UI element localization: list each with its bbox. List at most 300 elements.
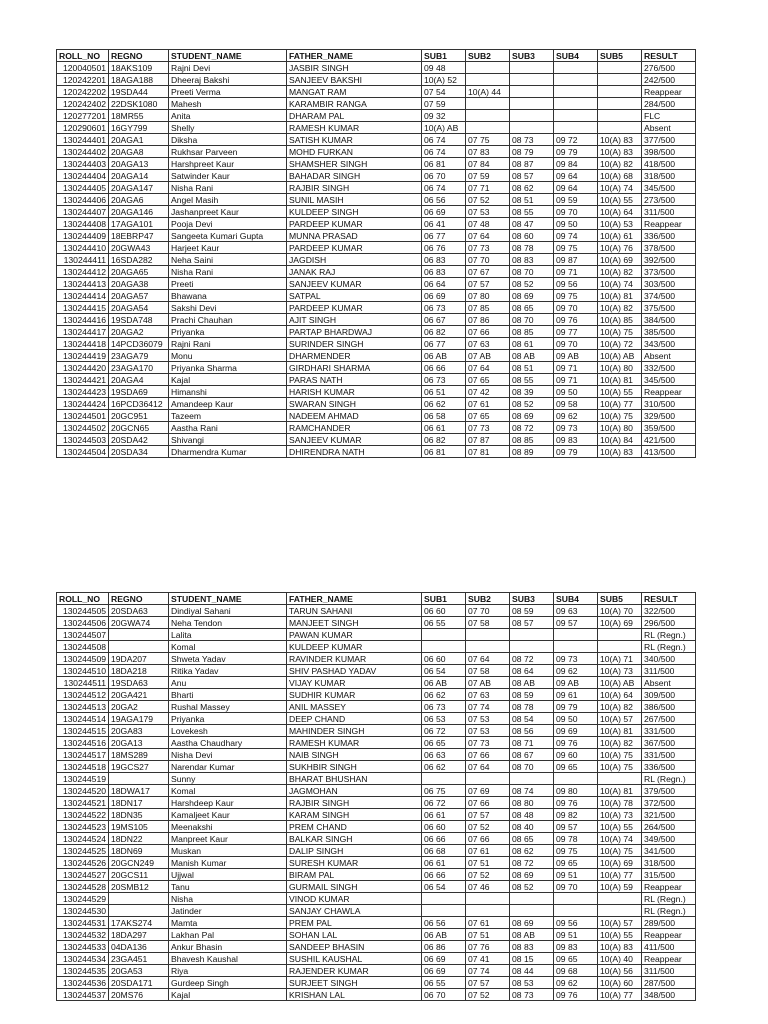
table-cell: 19DA207 bbox=[109, 653, 169, 665]
table-cell: Komal bbox=[169, 641, 287, 653]
table-cell: 130244407 bbox=[57, 206, 109, 218]
table-cell: 09 57 bbox=[554, 821, 598, 833]
table-cell: RAJBIR SINGH bbox=[287, 797, 422, 809]
table-cell: 120242201 bbox=[57, 74, 109, 86]
table-row bbox=[57, 713, 696, 725]
table-cell: 07 52 bbox=[466, 194, 510, 206]
table-cell: 418/500 bbox=[642, 158, 696, 170]
table-cell bbox=[422, 905, 466, 917]
table-cell: Rajni Rani bbox=[169, 338, 287, 350]
table-cell: 331/500 bbox=[642, 725, 696, 737]
table-cell: 130244503 bbox=[57, 434, 109, 446]
table-cell: 20AGA146 bbox=[109, 206, 169, 218]
table-cell: 07 66 bbox=[466, 749, 510, 761]
table-row bbox=[57, 326, 696, 338]
table-cell: 06 62 bbox=[422, 398, 466, 410]
table-row bbox=[57, 605, 696, 617]
table-cell: 09 83 bbox=[554, 434, 598, 446]
table-row bbox=[57, 350, 696, 362]
table-cell: 07 75 bbox=[466, 134, 510, 146]
table-cell: 09 71 bbox=[554, 266, 598, 278]
table-cell: 10(A) 69 bbox=[598, 617, 642, 629]
table-cell: 08 56 bbox=[510, 725, 554, 737]
table-row bbox=[57, 98, 696, 110]
table-cell: 10(A) 57 bbox=[598, 917, 642, 929]
table-cell: 06 55 bbox=[422, 977, 466, 989]
table-cell: 10(A) 72 bbox=[598, 338, 642, 350]
table-cell: 06 66 bbox=[422, 869, 466, 881]
table-cell bbox=[466, 98, 510, 110]
table-cell: 08 52 bbox=[510, 881, 554, 893]
table-cell: Nisha Devi bbox=[169, 749, 287, 761]
table-cell: Preeti bbox=[169, 278, 287, 290]
table-cell: 08 55 bbox=[510, 374, 554, 386]
table-cell: Ujjwal bbox=[169, 869, 287, 881]
table-cell: 377/500 bbox=[642, 134, 696, 146]
table-cell: 16SDA282 bbox=[109, 254, 169, 266]
table-cell: 10(A) 69 bbox=[598, 857, 642, 869]
table-cell: 130244530 bbox=[57, 905, 109, 917]
table-cell: 07 64 bbox=[466, 230, 510, 242]
table-cell: 07 53 bbox=[466, 713, 510, 725]
table-cell: 08 74 bbox=[510, 785, 554, 797]
table-cell: 10(A) 44 bbox=[466, 86, 510, 98]
table-row bbox=[57, 158, 696, 170]
table-cell: 04DA136 bbox=[109, 941, 169, 953]
table-cell: Ankur Bhasin bbox=[169, 941, 287, 953]
table-cell: 08 40 bbox=[510, 821, 554, 833]
table-cell: 07 84 bbox=[466, 158, 510, 170]
table-cell: 08 83 bbox=[510, 254, 554, 266]
table-row bbox=[57, 821, 696, 833]
table-cell: 20GA83 bbox=[109, 725, 169, 737]
table-cell: 20AGA147 bbox=[109, 182, 169, 194]
table-row bbox=[57, 905, 696, 917]
table-cell: 321/500 bbox=[642, 809, 696, 821]
table-cell: 130244418 bbox=[57, 338, 109, 350]
table-cell: 384/500 bbox=[642, 314, 696, 326]
table-cell: RL (Regn.) bbox=[642, 905, 696, 917]
table-cell: 130244512 bbox=[57, 689, 109, 701]
table-cell: Himanshi bbox=[169, 386, 287, 398]
table-cell: 130244516 bbox=[57, 737, 109, 749]
table-cell: Narendar Kumar bbox=[169, 761, 287, 773]
table-cell bbox=[554, 893, 598, 905]
table-cell: 07 59 bbox=[466, 170, 510, 182]
table-cell: 07 64 bbox=[466, 761, 510, 773]
table-cell: 130244412 bbox=[57, 266, 109, 278]
table-cell: 09 60 bbox=[554, 749, 598, 761]
table-row bbox=[57, 689, 696, 701]
table-cell bbox=[510, 122, 554, 134]
table-cell: RL (Regn.) bbox=[642, 773, 696, 785]
table-cell: 385/500 bbox=[642, 326, 696, 338]
table-cell: 130244515 bbox=[57, 725, 109, 737]
table-cell bbox=[466, 893, 510, 905]
table-cell: 07 65 bbox=[466, 374, 510, 386]
table-cell: 07 AB bbox=[466, 350, 510, 362]
table-cell: 398/500 bbox=[642, 146, 696, 158]
table-row bbox=[57, 242, 696, 254]
table-cell: 130244414 bbox=[57, 290, 109, 302]
table-row bbox=[57, 374, 696, 386]
table-cell: 17AGA101 bbox=[109, 218, 169, 230]
table-cell: SURINDER SINGH bbox=[287, 338, 422, 350]
table-cell: 08 78 bbox=[510, 242, 554, 254]
table-cell: Kamaljeet Kaur bbox=[169, 809, 287, 821]
table-cell: 08 69 bbox=[510, 410, 554, 422]
table-cell: 130244508 bbox=[57, 641, 109, 653]
table-cell: 06 69 bbox=[422, 206, 466, 218]
column-header: RESULT bbox=[642, 50, 696, 62]
table-cell: JAGMOHAN bbox=[287, 785, 422, 797]
table-cell: Reappear bbox=[642, 953, 696, 965]
table-cell: 09 57 bbox=[554, 617, 598, 629]
table-cell: 06 56 bbox=[422, 194, 466, 206]
table-cell bbox=[554, 62, 598, 74]
table-cell bbox=[554, 773, 598, 785]
table-cell: 345/500 bbox=[642, 182, 696, 194]
table-cell: 07 53 bbox=[466, 206, 510, 218]
table-cell: 10(A) 82 bbox=[598, 302, 642, 314]
table-cell: 07 52 bbox=[466, 869, 510, 881]
table-cell: Jatinder bbox=[169, 905, 287, 917]
table-cell: 08 39 bbox=[510, 386, 554, 398]
table-cell bbox=[598, 893, 642, 905]
table-cell: PREM PAL bbox=[287, 917, 422, 929]
table-cell: 130244409 bbox=[57, 230, 109, 242]
table-row bbox=[57, 422, 696, 434]
table-cell: 18DA218 bbox=[109, 665, 169, 677]
table-cell: 311/500 bbox=[642, 206, 696, 218]
table-cell: 08 72 bbox=[510, 653, 554, 665]
column-header: SUB4 bbox=[554, 50, 598, 62]
table-cell: 130244404 bbox=[57, 170, 109, 182]
table-cell: 06 75 bbox=[422, 785, 466, 797]
table-cell: 10(A) 56 bbox=[598, 965, 642, 977]
table-cell: 06 77 bbox=[422, 338, 466, 350]
table-cell: 06 AB bbox=[422, 350, 466, 362]
table-row bbox=[57, 737, 696, 749]
table-cell: 120040501 bbox=[57, 62, 109, 74]
table-cell: 08 69 bbox=[510, 869, 554, 881]
table-cell: 07 70 bbox=[466, 254, 510, 266]
table-cell: Gurdeep Singh bbox=[169, 977, 287, 989]
table-cell: SANJEEV BAKSHI bbox=[287, 74, 422, 86]
table-cell: 08 87 bbox=[510, 158, 554, 170]
table-cell: 130244405 bbox=[57, 182, 109, 194]
table-row bbox=[57, 989, 696, 1001]
column-header: SUB3 bbox=[510, 593, 554, 605]
table-cell: 10(A) 75 bbox=[598, 410, 642, 422]
table-cell: 06 69 bbox=[422, 290, 466, 302]
table-row bbox=[57, 314, 696, 326]
table-cell: Neha Tendon bbox=[169, 617, 287, 629]
table-cell: BAHADAR SINGH bbox=[287, 170, 422, 182]
result-table-2 bbox=[56, 592, 696, 1001]
table-cell: 06 53 bbox=[422, 713, 466, 725]
table-cell: 130244402 bbox=[57, 146, 109, 158]
table-row bbox=[57, 641, 696, 653]
table-cell: 10(A) 40 bbox=[598, 953, 642, 965]
table-cell: Harshdeep Kaur bbox=[169, 797, 287, 809]
table-cell bbox=[422, 893, 466, 905]
table-cell: SATPAL bbox=[287, 290, 422, 302]
table-cell: DEEP CHAND bbox=[287, 713, 422, 725]
table-cell: 09 70 bbox=[554, 206, 598, 218]
table-cell: 130244535 bbox=[57, 965, 109, 977]
table-cell: Priyanka bbox=[169, 713, 287, 725]
table-cell: 08 51 bbox=[510, 194, 554, 206]
column-header: STUDENT_NAME bbox=[169, 593, 287, 605]
table-cell: Rukhsar Parveen bbox=[169, 146, 287, 158]
table-cell: 07 66 bbox=[466, 833, 510, 845]
table-cell: 130244411 bbox=[57, 254, 109, 266]
table-cell: 06 66 bbox=[422, 362, 466, 374]
table-cell: SUKHBIR SINGH bbox=[287, 761, 422, 773]
table-cell bbox=[510, 86, 554, 98]
table-cell: 08 80 bbox=[510, 797, 554, 809]
table-cell: 284/500 bbox=[642, 98, 696, 110]
table-cell: 06 81 bbox=[422, 158, 466, 170]
table-cell: 09 72 bbox=[554, 134, 598, 146]
table-cell: 09 51 bbox=[554, 869, 598, 881]
table-cell: 10(A) 82 bbox=[598, 158, 642, 170]
table-cell: 130244408 bbox=[57, 218, 109, 230]
table-cell: NAIB SINGH bbox=[287, 749, 422, 761]
table-cell: 296/500 bbox=[642, 617, 696, 629]
table-cell: 07 74 bbox=[466, 701, 510, 713]
table-cell: 06 61 bbox=[422, 809, 466, 821]
column-header: SUB4 bbox=[554, 593, 598, 605]
table-cell: 06 61 bbox=[422, 857, 466, 869]
table-cell: KARAMBIR RANGA bbox=[287, 98, 422, 110]
column-header: SUB2 bbox=[466, 50, 510, 62]
table-cell: 130244502 bbox=[57, 422, 109, 434]
table-cell bbox=[598, 905, 642, 917]
table-cell bbox=[422, 641, 466, 653]
table-cell: 23GA451 bbox=[109, 953, 169, 965]
table-cell: 09 AB bbox=[554, 350, 598, 362]
table-cell: 09 73 bbox=[554, 422, 598, 434]
table-cell: SANJAY CHAWLA bbox=[287, 905, 422, 917]
table-cell: Absent bbox=[642, 122, 696, 134]
table-cell: Anita bbox=[169, 110, 287, 122]
table-row bbox=[57, 182, 696, 194]
table-cell: 19AGA179 bbox=[109, 713, 169, 725]
table-cell bbox=[466, 641, 510, 653]
table-row bbox=[57, 302, 696, 314]
table-cell: 09 69 bbox=[554, 725, 598, 737]
column-header: RESULT bbox=[642, 593, 696, 605]
table-cell: Bhavesh Kaushal bbox=[169, 953, 287, 965]
table-cell: 08 67 bbox=[510, 749, 554, 761]
table-cell: 08 70 bbox=[510, 314, 554, 326]
table-cell: 08 54 bbox=[510, 713, 554, 725]
table-cell: Aastha Rani bbox=[169, 422, 287, 434]
table-cell: 06 81 bbox=[422, 446, 466, 458]
table-cell: 07 80 bbox=[466, 290, 510, 302]
table-cell: 130244523 bbox=[57, 821, 109, 833]
table-cell: Neha Saini bbox=[169, 254, 287, 266]
table-cell: 130244417 bbox=[57, 326, 109, 338]
table-row bbox=[57, 398, 696, 410]
table-cell: 09 62 bbox=[554, 665, 598, 677]
table-cell: 318/500 bbox=[642, 857, 696, 869]
table-cell: 130244420 bbox=[57, 362, 109, 374]
table-cell: 10(A) 83 bbox=[598, 941, 642, 953]
table-cell: Pooja Devi bbox=[169, 218, 287, 230]
table-cell: 10(A) 74 bbox=[598, 182, 642, 194]
table-cell: 311/500 bbox=[642, 965, 696, 977]
table-cell: 10(A) 61 bbox=[598, 230, 642, 242]
table-cell: 20AGA1 bbox=[109, 134, 169, 146]
table-cell: 20MS76 bbox=[109, 989, 169, 1001]
table-cell: MANJEET SINGH bbox=[287, 617, 422, 629]
table-row bbox=[57, 122, 696, 134]
table-cell: 348/500 bbox=[642, 989, 696, 1001]
table-cell bbox=[598, 641, 642, 653]
table-cell: Rajni Devi bbox=[169, 62, 287, 74]
table-row bbox=[57, 929, 696, 941]
table-cell: 09 76 bbox=[554, 797, 598, 809]
table-cell: 09 62 bbox=[554, 977, 598, 989]
table-cell: PARDEEP KUMAR bbox=[287, 242, 422, 254]
table-cell: 10(A) 81 bbox=[598, 725, 642, 737]
table-cell: 130244524 bbox=[57, 833, 109, 845]
table-cell: 07 73 bbox=[466, 422, 510, 434]
table-cell: 09 70 bbox=[554, 302, 598, 314]
table-cell: Dharmendra Kumar bbox=[169, 446, 287, 458]
table-cell: 07 69 bbox=[466, 785, 510, 797]
table-cell bbox=[554, 641, 598, 653]
table-cell: 06 73 bbox=[422, 374, 466, 386]
table-cell: 08 65 bbox=[510, 833, 554, 845]
table-cell: 07 58 bbox=[466, 617, 510, 629]
table-cell: 07 57 bbox=[466, 278, 510, 290]
table-cell: 331/500 bbox=[642, 749, 696, 761]
table-cell: 10(A) AB bbox=[598, 677, 642, 689]
table-cell bbox=[109, 905, 169, 917]
table-cell: 09 63 bbox=[554, 605, 598, 617]
table-cell: Meenakshi bbox=[169, 821, 287, 833]
table-cell: 06 54 bbox=[422, 881, 466, 893]
table-cell: 06 66 bbox=[422, 833, 466, 845]
table-cell: 311/500 bbox=[642, 665, 696, 677]
table-cell: 10(A) 53 bbox=[598, 218, 642, 230]
table-cell: JAGDISH bbox=[287, 254, 422, 266]
table-cell: SUDHIR KUMAR bbox=[287, 689, 422, 701]
table-cell bbox=[554, 74, 598, 86]
table-cell: 06 AB bbox=[422, 929, 466, 941]
table-cell bbox=[422, 629, 466, 641]
table-cell bbox=[598, 110, 642, 122]
table-cell: 332/500 bbox=[642, 362, 696, 374]
table-row bbox=[57, 86, 696, 98]
table-cell: 07 61 bbox=[466, 398, 510, 410]
table-cell bbox=[510, 893, 554, 905]
table-cell: AJIT SINGH bbox=[287, 314, 422, 326]
table-cell: Angel Masih bbox=[169, 194, 287, 206]
table-cell: 07 58 bbox=[466, 665, 510, 677]
table-cell: 08 61 bbox=[510, 338, 554, 350]
table-cell: 18AKS109 bbox=[109, 62, 169, 74]
table-row bbox=[57, 230, 696, 242]
table-cell: SATISH KUMAR bbox=[287, 134, 422, 146]
table-cell: 130244509 bbox=[57, 653, 109, 665]
table-cell: 130244507 bbox=[57, 629, 109, 641]
table-cell: 373/500 bbox=[642, 266, 696, 278]
table-cell: 10(A) 69 bbox=[598, 254, 642, 266]
table-cell: 09 50 bbox=[554, 218, 598, 230]
table-cell: 06 74 bbox=[422, 134, 466, 146]
table-row bbox=[57, 134, 696, 146]
table-cell: Aastha Chaudhary bbox=[169, 737, 287, 749]
table-cell: 09 62 bbox=[554, 410, 598, 422]
table-cell: SWARAN SINGH bbox=[287, 398, 422, 410]
table-cell: PARAS NATH bbox=[287, 374, 422, 386]
table-cell: 06 70 bbox=[422, 989, 466, 1001]
table-row bbox=[57, 761, 696, 773]
table-cell: 09 83 bbox=[554, 941, 598, 953]
table-cell: 315/500 bbox=[642, 869, 696, 881]
table-cell bbox=[554, 905, 598, 917]
table-cell: 273/500 bbox=[642, 194, 696, 206]
table-cell: 120277201 bbox=[57, 110, 109, 122]
table-cell: 08 65 bbox=[510, 302, 554, 314]
table-cell: MANGAT RAM bbox=[287, 86, 422, 98]
table-cell: 18DWA17 bbox=[109, 785, 169, 797]
table-cell: 07 59 bbox=[422, 98, 466, 110]
table-cell: 322/500 bbox=[642, 605, 696, 617]
table-cell: Reappear bbox=[642, 881, 696, 893]
table-cell: 130244415 bbox=[57, 302, 109, 314]
table-row bbox=[57, 845, 696, 857]
table-cell: VIJAY KUMAR bbox=[287, 677, 422, 689]
table-row bbox=[57, 977, 696, 989]
table-cell: 130244533 bbox=[57, 941, 109, 953]
table-cell: Satwinder Kaur bbox=[169, 170, 287, 182]
table-cell: RAMCHANDER bbox=[287, 422, 422, 434]
table-cell: 20AGA54 bbox=[109, 302, 169, 314]
table-cell: 19MS105 bbox=[109, 821, 169, 833]
table-cell: 06 55 bbox=[422, 617, 466, 629]
table-cell: Nisha bbox=[169, 893, 287, 905]
table-cell: Sangeeta Kumari Gupta bbox=[169, 230, 287, 242]
table-cell: DHARAM PAL bbox=[287, 110, 422, 122]
table-cell: 07 86 bbox=[466, 314, 510, 326]
table-cell: 06 60 bbox=[422, 821, 466, 833]
table-cell: Dheeraj Bakshi bbox=[169, 74, 287, 86]
table-cell: 130244518 bbox=[57, 761, 109, 773]
table-cell: RL (Regn.) bbox=[642, 893, 696, 905]
table-cell: Rushal Massey bbox=[169, 701, 287, 713]
table-cell: 18DN69 bbox=[109, 845, 169, 857]
table-cell: 20AGA8 bbox=[109, 146, 169, 158]
table-cell: 379/500 bbox=[642, 785, 696, 797]
table-row bbox=[57, 278, 696, 290]
table-cell bbox=[466, 110, 510, 122]
table-cell: 130244520 bbox=[57, 785, 109, 797]
table-row bbox=[57, 74, 696, 86]
table-cell: 20GCS11 bbox=[109, 869, 169, 881]
table-cell: RAMESH KUMAR bbox=[287, 122, 422, 134]
table-cell: SHAMSHER SINGH bbox=[287, 158, 422, 170]
table-cell: 130244403 bbox=[57, 158, 109, 170]
table-cell: 09 70 bbox=[554, 881, 598, 893]
table-cell: 07 81 bbox=[466, 446, 510, 458]
table-cell: 374/500 bbox=[642, 290, 696, 302]
